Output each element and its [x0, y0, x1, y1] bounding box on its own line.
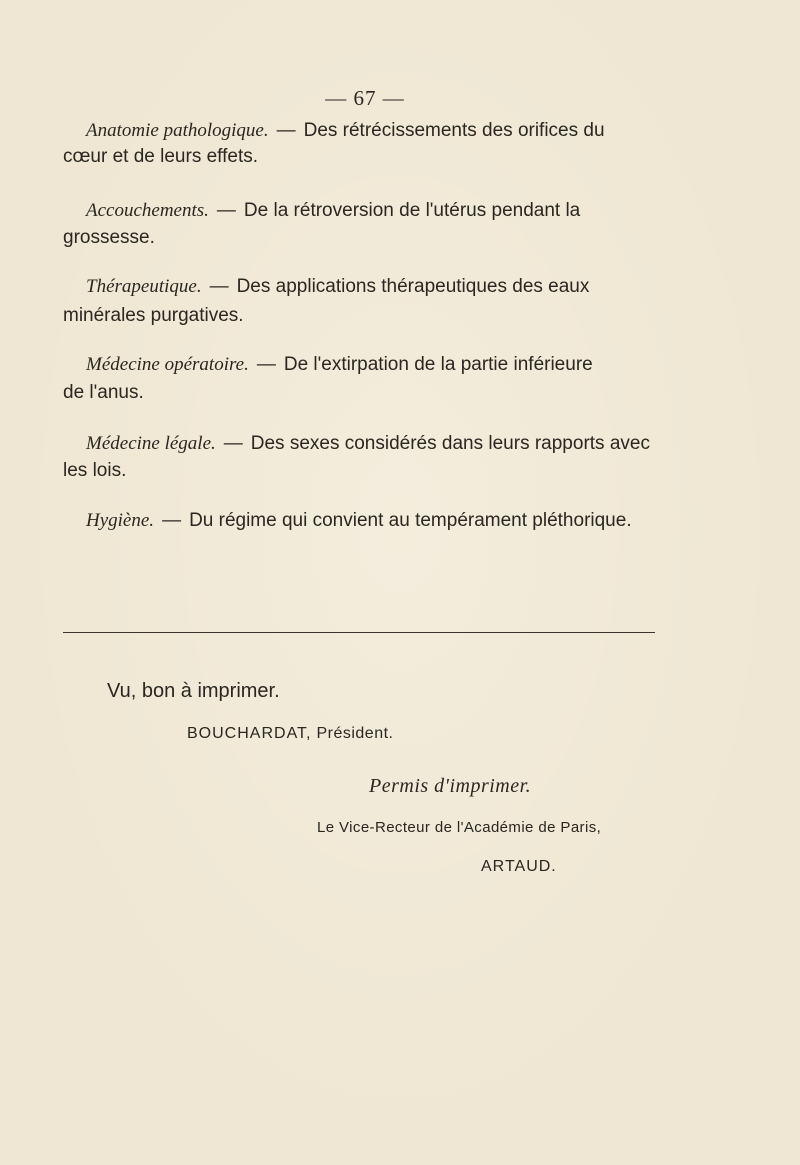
entry-dash: — — [223, 433, 243, 454]
entry-accouchements — [86, 195, 666, 227]
page-number: — 67 — — [325, 86, 405, 110]
entry-text-line2: cœur et de leurs effets. — [63, 146, 259, 167]
approval-permis: Permis d'imprimer. — [369, 775, 532, 797]
approval-president — [187, 725, 394, 743]
entry-subject: Médecine opératoire. — [86, 354, 249, 375]
approval-recteur-name: ARTAUD. — [481, 858, 557, 875]
approval-recteur: Le Vice-Recteur de l'Académie de Paris, — [317, 819, 602, 836]
entry-text-line2: minérales purgatives. — [63, 305, 244, 326]
entry-text-line2: les lois. — [63, 460, 127, 481]
entry-subject: Accouchements. — [86, 200, 209, 221]
entry-text-line1: Du régime qui convient au tempérament pléthorique. — [189, 510, 632, 531]
entry-text-line1: Des sexes considérés dans leurs rapports avec — [250, 433, 650, 454]
entry-text-line1: Des applications thérapeutiques des eaux — [236, 276, 590, 297]
president-name: BOUCHARDAT, — [187, 725, 312, 742]
entry-dash: — — [276, 120, 296, 141]
entry-dash: — — [209, 276, 229, 297]
entry-text-line1: De l'extirpation de la partie inférieure — [283, 354, 593, 375]
entry-text-line1: Des rétrécissements des orifices du — [303, 120, 605, 141]
entry-subject: Médecine légale. — [86, 433, 216, 454]
horizontal-rule — [63, 632, 655, 633]
entry-subject: Hygiène. — [86, 510, 155, 531]
entry-dash: — — [162, 510, 182, 531]
entry-dash: — — [256, 354, 276, 375]
entry-medecine-operatoire — [86, 349, 666, 381]
entry-subject: Anatomie pathologique. — [86, 120, 269, 141]
president-title: Président. — [316, 725, 394, 742]
approval-vu: Vu, bon à imprimer. — [107, 680, 280, 702]
entry-text-line2: de l'anus. — [63, 382, 144, 403]
entry-text-line2: grossesse. — [63, 227, 155, 248]
entry-medecine-legale — [86, 428, 666, 460]
entry-hygiene — [86, 505, 686, 537]
entry-therapeutique — [86, 271, 666, 303]
entry-subject: Thérapeutique. — [86, 276, 202, 297]
entry-text-line1: De la rétroversion de l'utérus pendant la — [243, 200, 581, 221]
entry-dash: — — [216, 200, 236, 221]
